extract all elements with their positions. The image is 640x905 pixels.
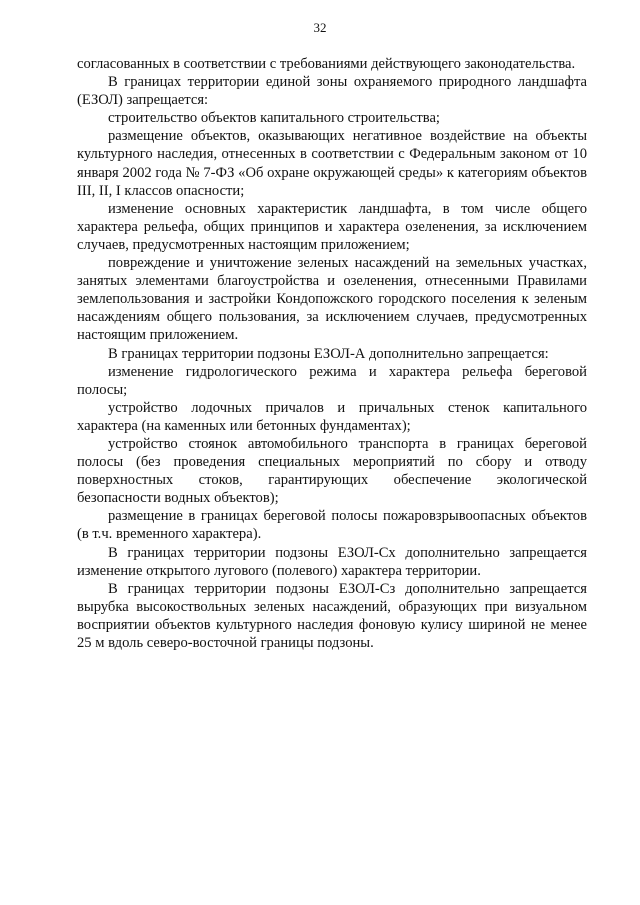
paragraph-continuation: согласованных в соответствии с требованиями действующего законодательства.	[77, 56, 576, 72]
paragraph-ezol-item-2: размещение объектов, оказывающих негативное воздействие на объекты культурного наследия, отнесенных в соответствии с Федеральным законом от 10 января 2002 года № 7-ФЗ «Об охране окружающей среды» к категориям объектов III, II, I классов опасности;	[77, 128, 587, 199]
paragraph-ezol-sx: В границах территории подзоны ЕЗОЛ-Сх дополнительно запрещается изменение открытого лугового (полевого) характера территории.	[77, 544, 587, 579]
paragraph-ezol-a-item-1: изменение гидрологического режима и характера рельефа береговой полосы;	[77, 363, 587, 398]
paragraph-ezol-item-3: изменение основных характеристик ландшафта, в том числе общего характера рельефа, общих принципов и характера озеленения, за исключением случаев, предусмотренных настоящим приложением;	[77, 200, 587, 253]
paragraph-ezol-intro: В границах территории единой зоны охраняемого природного ландшафта (ЕЗОЛ) запрещается:	[77, 74, 587, 109]
page-number: 32	[313, 20, 327, 35]
paragraph-ezol-a-item-2: устройство лодочных причалов и причальных стенок капитального характера (на каменных или бетонных фундаментах);	[77, 399, 587, 434]
paragraph-ezol-item-1: строительство объектов капитального строительства;	[108, 110, 440, 127]
paragraph-ezol-a-item-4: размещение в границах береговой полосы пожаровзрывоопасных объектов (в т.ч. временного характера).	[77, 508, 587, 543]
paragraph-ezol-a-intro: В границах территории подзоны ЕЗОЛ-А дополнительно запрещается:	[108, 345, 549, 362]
paragraph-ezol-sz: В границах территории подзоны ЕЗОЛ-Сз дополнительно запрещается вырубка высокоствольных зеленых насаждений, образующих при визуальном восприятии объектов культурного наследия фоновую кулису шириной не менее 25 м вдоль северо-восточной границы подзоны.	[77, 580, 587, 651]
document-body	[77, 55, 587, 652]
paragraph-ezol-a-item-3: устройство стоянок автомобильного транспорта в границах береговой полосы (без проведения специальных мероприятий по сбору и отводу поверхностных стоков, гарантирующих обеспечение экологической безопасности водных объектов);	[77, 435, 587, 507]
paragraph-ezol-item-4: повреждение и уничтожение зеленых насаждений на земельных участках, занятых элементами благоустройства и озеленения, отнесенными Правилами землепользования и застройки Кондопожского городского поселения к зеленым насаждениям общего пользования, за исключением случаев, предусмотренных настоящим приложением.	[77, 255, 587, 344]
